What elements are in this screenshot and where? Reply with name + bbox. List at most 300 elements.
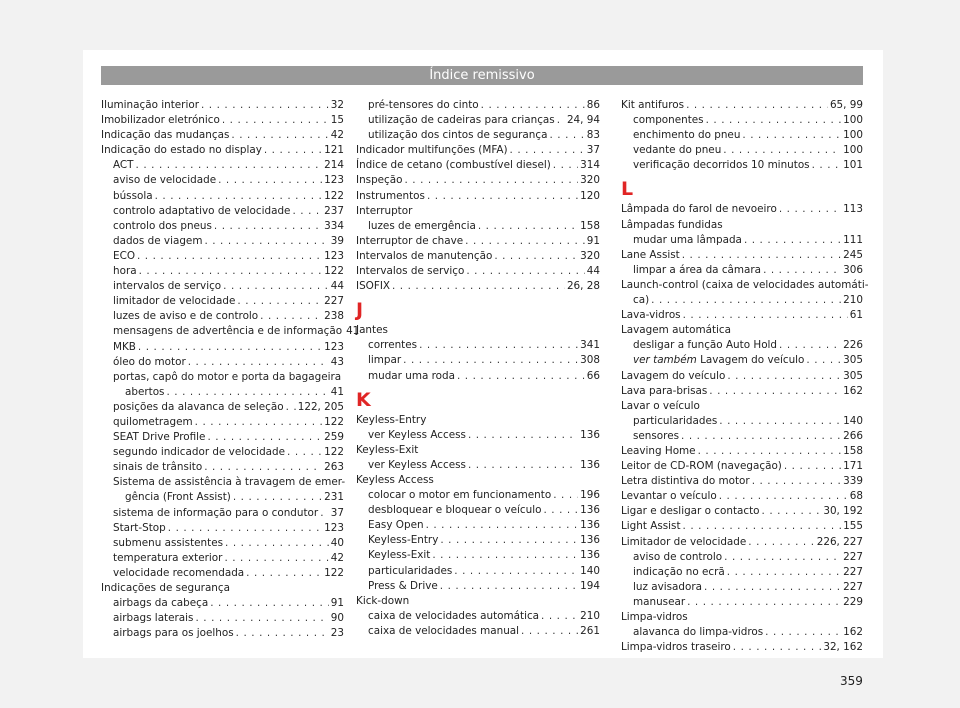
page-reference: 171 [843,460,863,473]
dot-leader [403,353,578,368]
page-reference: 158 [580,219,600,232]
index-term: segundo indicador de velocidade [113,446,286,459]
index-entry [356,518,600,533]
index-entry [101,264,344,279]
index-entry [356,143,600,158]
index-entry [621,338,863,353]
page-reference: 41 [346,325,360,338]
page-reference: 238 [324,310,344,323]
index-entry [356,428,600,443]
index-entry [621,233,863,248]
dot-leader [426,518,579,533]
index-term: ISOFIX [356,280,390,293]
dot-leader [686,98,828,113]
page-reference: 32, 162 [823,641,863,654]
index-entry [356,624,600,639]
index-entry [621,263,863,278]
index-entry [621,580,863,595]
index-term: colocar o motor em funcionamento [368,489,552,502]
page-reference: 37 [586,144,600,157]
dot-leader [727,369,841,384]
page-reference: 320 [580,249,600,262]
page-reference: 122 [324,446,344,459]
index-entry [621,128,863,143]
index-term: dados de viagem [113,234,203,247]
dot-leader [748,535,814,550]
index-term: ACT [113,159,134,172]
index-term: vedante do pneu [633,144,722,157]
see-also-label: ver também [633,354,697,367]
dot-leader [683,519,842,534]
dot-leader [166,385,328,400]
index-term: luz avisadora [633,580,703,593]
index-entry-heading: Limpa-vidros [621,611,688,623]
index-entry [101,309,344,324]
index-entry [101,189,344,204]
index-entry-heading: Lâmpadas fundidas [621,218,723,231]
index-entry [356,279,600,294]
index-entry [356,458,600,473]
page-reference: 136 [580,428,600,441]
index-entry [356,234,600,249]
index-entry [621,459,863,474]
page-reference: 26, 28 [566,280,600,293]
index-entry [621,550,863,565]
index-entry-heading: Interruptor [356,204,413,217]
dot-leader [237,294,322,309]
index-term: correntes [368,339,418,352]
dot-leader [286,400,296,415]
index-entry [101,158,344,173]
dot-leader [218,173,322,188]
dot-leader [419,338,578,353]
index-term: utilização de cadeiras para crianças [368,114,555,127]
page-reference: 214 [324,159,344,172]
page-reference: 44 [330,280,344,293]
page-reference: 266 [843,429,863,442]
dot-leader [195,415,323,430]
page-reference: 23 [330,627,344,640]
index-entry [621,625,863,640]
dot-leader [481,98,585,113]
dot-leader [752,474,841,489]
dot-leader [557,113,565,128]
index-entry [621,519,863,534]
index-term: mensagens de advertência e de informação [113,325,343,338]
page-reference: 66 [586,369,600,382]
index-entry [621,369,863,384]
index-entry [356,503,600,518]
page-reference: 68 [849,490,863,503]
page-reference: 339 [843,475,863,488]
index-term: Lâmpada do farol de nevoeiro [621,203,777,216]
page-reference: 122 [324,189,344,202]
index-term: velocidade recomendada [113,566,245,579]
index-entry [621,489,863,504]
dot-leader [763,263,841,278]
page-reference: 155 [843,520,863,533]
index-entry [101,173,344,188]
index-term: Limpa-vidros traseiro [621,641,731,654]
index-entry [621,248,863,263]
index-entry-heading: Lavar o veículo [621,399,700,412]
page-reference: 15 [330,114,344,127]
index-letter-heading: K [356,388,371,411]
index-term: indicação no ecrã [633,565,725,578]
dot-leader [320,506,329,521]
index-entry [101,98,344,113]
dot-leader [687,595,841,610]
index-entry [101,460,344,475]
index-entry [356,609,600,624]
index-term: Ligar e desligar o contacto [621,505,760,518]
page-reference: 261 [580,624,600,637]
dot-leader [733,640,822,655]
dot-leader [457,369,585,384]
index-entry-heading: portas, capô do motor e porta da bagageira [113,370,342,383]
index-term: enchimento do pneu [633,129,741,142]
page-reference: 123 [324,521,344,534]
index-entry [356,579,600,594]
page-reference: 196 [580,489,600,502]
index-term [633,353,804,368]
dot-leader [549,128,584,143]
page-reference: 226 [843,339,863,352]
index-entry [101,249,344,264]
dot-leader [139,264,323,279]
page-reference: 158 [843,444,863,457]
page-reference: 263 [324,461,344,474]
dot-leader [440,579,578,594]
dot-leader [195,611,328,626]
dot-leader [765,625,841,640]
index-entry [621,535,863,550]
page-reference: 229 [843,595,863,608]
index-entry-heading: Keyless-Exit [356,443,419,456]
index-term: submenu assistentes [113,536,224,549]
index-entry [356,264,600,279]
index-term: temperatura exterior [113,551,223,564]
page-reference: 86 [586,99,600,111]
index-term: mudar uma roda [368,369,455,382]
index-term: particularidades [633,414,718,427]
index-entry [621,444,863,459]
index-entry [101,234,344,249]
index-entry [101,113,344,128]
index-entry [101,521,344,536]
index-term: gência (Front Assist) [125,491,231,504]
page-reference: 91 [330,597,344,610]
index-entry [356,173,600,188]
page-reference: 100 [843,129,863,142]
dot-leader [136,158,323,173]
index-term: Keyless-Exit [368,549,431,562]
page-reference: 162 [843,626,863,639]
index-term: Interruptor de chave [356,234,464,247]
index-term: ver Keyless Access [368,458,466,471]
dot-leader [698,444,842,459]
page-reference: 100 [843,144,863,157]
index-term: posições da alavanca de seleção [113,400,284,413]
index-term: intervalos de serviço [113,280,222,293]
index-term: MKB [113,340,136,353]
index-term: bússola [113,189,153,202]
index-entry [356,488,600,503]
index-term: Intervalos de serviço [356,265,465,278]
index-term: abertos [125,385,165,398]
index-entry [101,219,344,234]
index-term: sinais de trânsito [113,461,203,474]
dot-leader [744,233,841,248]
index-entry [101,490,344,505]
index-term: aviso de velocidade [113,174,217,187]
index-term: aviso de controlo [633,550,723,563]
page-reference: 245 [843,248,863,261]
dot-leader [724,550,841,565]
dot-leader [287,445,322,460]
page-reference: 43 [330,355,344,368]
index-column-2 [356,98,600,639]
index-entry [356,113,600,128]
dot-leader [727,565,841,580]
index-entry [621,293,863,308]
index-entry-heading: Launch-control (caixa de velocidades automáti- [621,278,869,291]
page-reference: 90 [330,612,344,625]
index-term: airbags para os joelhos [113,627,234,640]
page-reference: 44 [586,265,600,278]
page-reference: 136 [580,458,600,471]
page-reference: 314 [580,159,600,172]
dot-leader [682,248,841,263]
index-term: ca) [633,294,650,307]
index-term: Indicação do estado no display [101,144,262,157]
index-term: óleo do motor [113,355,186,368]
page-reference: 227 [324,295,344,308]
index-entry [621,308,863,323]
index-term: desligar a função Auto Hold [633,339,778,352]
page-reference: 237 [324,204,344,217]
index-entry [621,202,863,217]
page-reference: 136 [580,504,600,517]
page-reference: 123 [324,174,344,187]
index-entry [621,384,863,399]
dot-leader [762,504,822,519]
dot-leader [719,414,841,429]
index-term: verificação decorridos 10 minutos [633,159,810,172]
index-entry [356,533,600,548]
page-reference: 306 [843,263,863,276]
index-entry [356,338,600,353]
page-reference: 123 [324,249,344,262]
dot-leader [494,249,578,264]
page-reference: 113 [843,203,863,216]
page-reference: 121 [324,144,344,157]
index-entry [101,445,344,460]
page-reference: 122 [324,265,344,278]
index-term: alavanca do limpa-vidros [633,626,764,639]
index-entry [356,219,600,234]
page-reference: 320 [580,174,600,187]
index-term: Iluminação interior [101,99,199,111]
dot-leader [553,488,578,503]
dot-leader [222,113,329,128]
dot-leader [231,128,328,143]
index-entry [101,611,344,626]
dot-leader [138,340,322,355]
page-reference: 30, 192 [823,505,863,518]
dot-leader [553,158,578,173]
index-entry-heading: Sistema de assistência à travagem de emer- [113,476,346,489]
index-term: pré-tensores do cinto [368,99,479,111]
index-column-3 [621,98,869,655]
index-term: Start-Stop [113,521,166,534]
index-term: Indicador multifunções (MFA) [356,144,508,157]
index-term: Instrumentos [356,189,425,202]
index-term: Easy Open [368,519,424,532]
page-reference: 65, 99 [829,99,863,111]
page-reference: 259 [324,431,344,444]
index-entry-heading: Indicações de segurança [101,582,230,594]
dot-leader [651,293,841,308]
dot-leader [264,143,322,158]
page-reference: 123 [324,340,344,353]
index-term: Índice de cetano (combustível diesel) [356,159,551,172]
index-term: limpar [368,354,402,367]
index-entry [101,340,344,355]
index-entry [101,355,344,370]
page-reference: 308 [580,354,600,367]
index-entry [101,551,344,566]
index-term: Limitador de velocidade [621,535,747,548]
index-term: hora [113,265,137,278]
page-reference: 194 [580,579,600,592]
page-reference: 39 [330,234,344,247]
page-reference: 210 [843,294,863,307]
index-entry [621,414,863,429]
index-term: Lavagem do veículo [621,369,726,382]
page-reference: 334 [324,219,344,232]
dot-leader [432,548,578,563]
index-entry-heading: Lavagem automática [621,324,731,337]
dot-leader [465,234,585,249]
page-reference: 140 [843,414,863,427]
index-term: utilização dos cintos de segurança [368,129,548,142]
index-entry [621,595,863,610]
index-entry [356,98,600,113]
dot-leader [137,249,322,264]
index-term: Lane Assist [621,248,680,261]
index-entry [356,189,600,204]
index-entry [356,128,600,143]
dot-leader [236,626,329,641]
index-letter-heading: J [356,299,364,322]
index-letter-heading: L [621,178,634,201]
index-entry-heading: Jantes [356,324,388,337]
dot-leader [427,189,578,204]
index-term: Leaving Home [621,444,696,457]
dot-leader [466,264,584,279]
index-entry [356,249,600,264]
index-entry [101,294,344,309]
index-term: manusear [633,595,686,608]
index-term: sistema de informação para o condutor [113,506,319,519]
dot-leader [168,521,322,536]
index-term: particularidades [368,564,453,577]
section-header: Índice remissivo [101,66,863,85]
index-term: luzes de emergência [368,219,476,232]
page-reference: 227 [843,550,863,563]
index-term: Indicação das mudanças [101,129,230,142]
dot-leader [742,128,841,143]
dot-leader [224,551,328,566]
index-term: ECO [113,249,135,262]
page-reference: 42 [330,551,344,564]
page-reference: 42 [330,129,344,142]
index-entry [101,204,344,219]
dot-leader [723,143,841,158]
dot-leader [706,113,842,128]
page-reference: 61 [849,309,863,322]
page-reference: 101 [843,159,863,172]
index-entry [101,415,344,430]
dot-leader [478,219,578,234]
index-column-1 [101,98,360,641]
page-reference: 231 [324,491,344,504]
index-term: controlo adaptativo de velocidade [113,204,291,217]
index-term: Press & Drive [368,579,438,592]
index-entry [101,143,344,158]
dot-leader [246,566,322,581]
page-reference: 91 [586,234,600,247]
dot-leader [681,429,841,444]
dot-leader [683,308,848,323]
index-term: quilometragem [113,415,193,428]
dot-leader [543,503,578,518]
page-number: 359 [840,674,863,688]
dot-leader [292,204,322,219]
index-entry [356,369,600,384]
dot-leader [223,279,329,294]
index-term: componentes [633,114,704,127]
index-entry [356,548,600,563]
page-reference: 32 [330,99,344,111]
index-term: Keyless-Entry [368,534,439,547]
page-reference: 83 [586,129,600,142]
dot-leader [779,202,841,217]
dot-leader [210,596,329,611]
index-term: Imobilizador eletrónico [101,114,220,127]
page-reference: 305 [843,354,863,367]
page-reference: 227 [843,580,863,593]
dot-leader [260,309,322,324]
index-entry [101,626,344,641]
page-reference: 120 [580,189,600,202]
index-entry-heading: Keyless-Entry [356,413,427,426]
page-reference: 162 [843,384,863,397]
dot-leader [806,353,841,368]
dot-leader [454,564,578,579]
page-reference: 136 [580,519,600,532]
index-term: airbags laterais [113,612,194,625]
page-reference: 122 [324,566,344,579]
index-entry-heading: Keyless Access [356,473,434,486]
dot-leader [155,189,323,204]
index-entry [101,596,344,611]
index-term: sensores [633,429,680,442]
dot-leader [709,384,841,399]
dot-leader [510,143,585,158]
dot-leader [468,428,578,443]
